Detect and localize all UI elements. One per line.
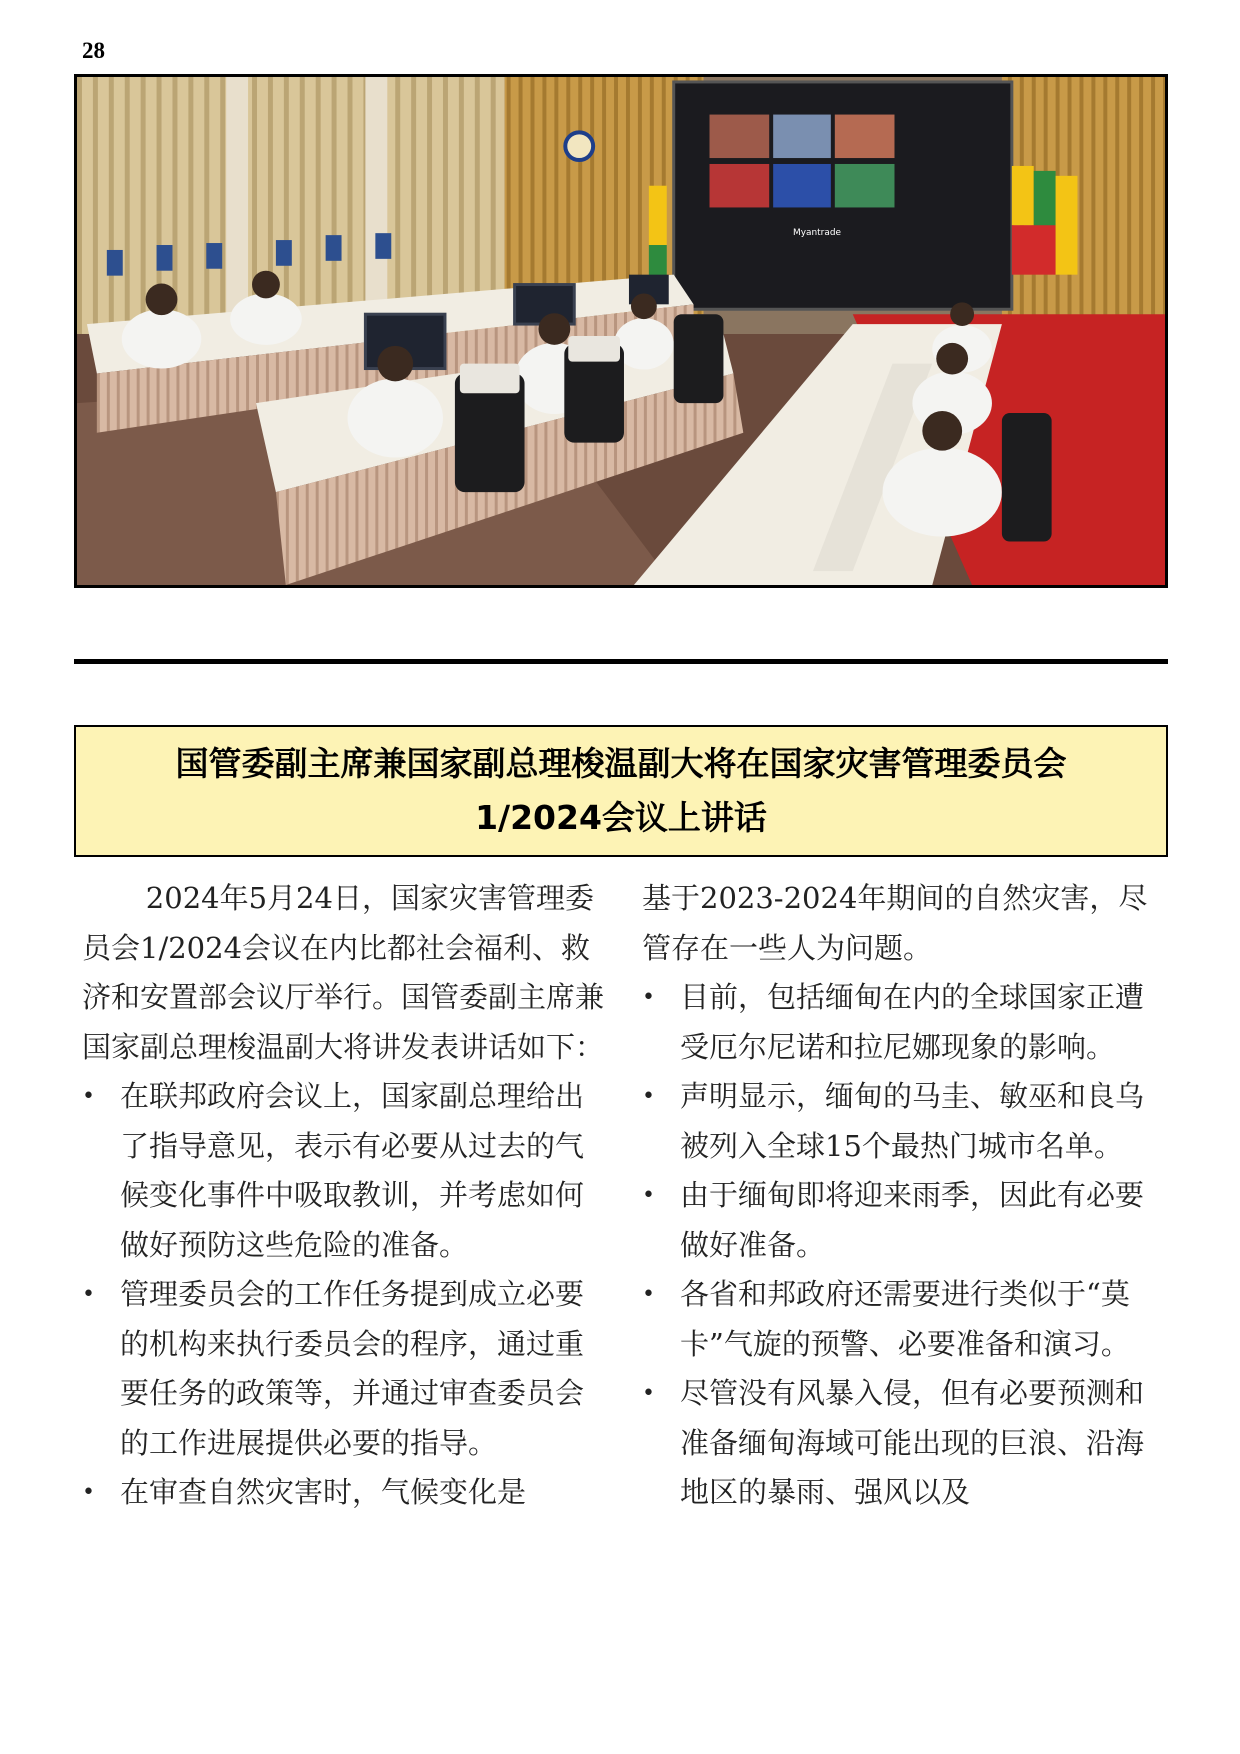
meeting-photo [74,74,1168,588]
list-item: • 各省和邦政府还需要进行类似于“莫卡”气旋的预警、必要准备和演习。 [642,1270,1172,1369]
list-item: • 管理委员会的工作任务提到成立必要的机构来执行委员会的程序，通过重要任务的政策等，并通过审查委员会的工作进展提供必要的指导。 [82,1270,612,1468]
list-item: • 在联邦政府会议上，国家副总理给出了指导意见，表示有必要从过去的气候变化事件中吸取教训，并考虑如何做好预防这些危险的准备。 [82,1072,612,1270]
intro-paragraph: 2024年5月24日，国家灾害管理委员会1/2024会议在内比都社会福利、救济和安置部会议厅举行。国管委副主席兼国家副总理梭温副大将讲发表讲话如下： [82,881,605,1064]
left-column [82,874,612,1518]
continued-paragraph: 基于2023-2024年期间的自然灾害，尽管存在一些人为问题。 [642,881,1148,965]
screen-caption: Myantrade [793,228,842,239]
list-item: • 尽管没有风暴入侵，但有必要预测和准备缅甸海域可能出现的巨浪、沿海地区的暴雨、强风以及 [642,1369,1172,1518]
section-divider [74,659,1168,664]
right-bullet-list [642,973,1172,1518]
left-bullet-list [82,1072,612,1518]
article-title-box [74,725,1168,857]
article-title-line-1: 国管委副主席兼国家副总理梭温副大将在国家灾害管理委员会 [175,744,1067,783]
list-item: • 目前，包括缅甸在内的全球国家正遭受厄尔尼诺和拉尼娜现象的影响。 [642,973,1172,1072]
page-number: 28 [82,38,105,63]
list-item: • 由于缅甸即将迎来雨季，因此有必要做好准备。 [642,1171,1172,1270]
meeting-hall-illustration [77,77,1165,585]
article-title-line-2: 1/2024会议上讲话 [475,798,767,837]
right-column [642,874,1172,1518]
list-item: • 在审查自然灾害时，气候变化是 [82,1468,612,1518]
list-item: • 声明显示，缅甸的马圭、敏巫和良乌被列入全球15个最热门城市名单。 [642,1072,1172,1171]
